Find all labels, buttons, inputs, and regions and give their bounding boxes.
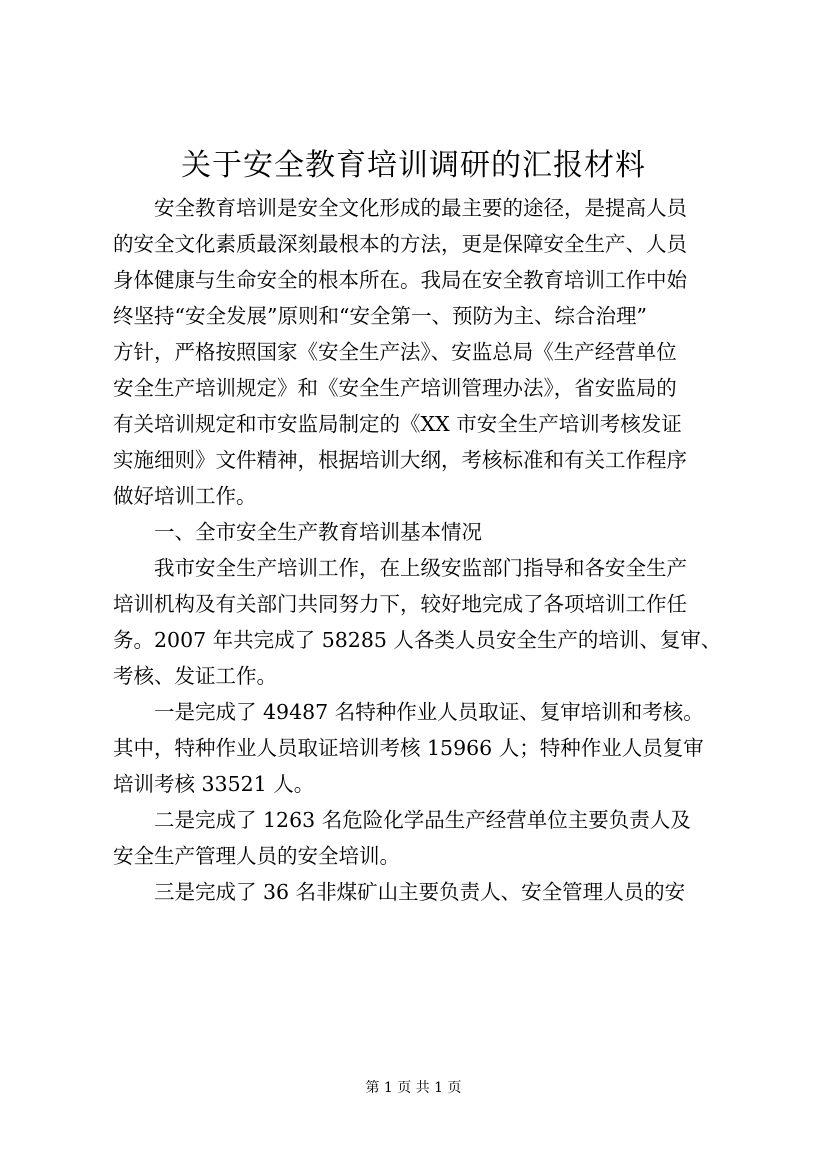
paragraph-overview: [113, 550, 723, 694]
text-line: 其中，特种作业人员取证培训考核 15966 人；特种作业人员复审: [113, 736, 704, 760]
text-line: 安全教育培训是安全文化形成的最主要的途径，是提高人员: [113, 196, 687, 220]
text-line: 一、全市安全生产教育培训基本情况: [113, 520, 482, 544]
text-line: 的安全文化素质最深刻最根本的方法，更是保障安全生产、人员: [113, 232, 687, 256]
paragraph-item-one: [113, 694, 723, 802]
text-line: 做好培训工作。: [113, 484, 257, 508]
text-line: 三是完成了 36 名非煤矿山主要负责人、安全管理人员的安: [113, 880, 686, 904]
text-line: 方针，严格按照国家《安全生产法》、安监总局《生产经营单位: [113, 340, 677, 364]
text-line: 培训机构及有关部门共同努力下，较好地完成了各项培训工作任: [113, 592, 687, 616]
text-line: 务。2007 年共完成了 58285 人各类人员安全生产的培训、复审、: [113, 628, 722, 652]
paragraph-item-three: [113, 874, 723, 910]
paragraph-item-two: [113, 802, 723, 874]
document-body: [113, 190, 723, 910]
paragraph-intro: [113, 190, 723, 514]
text-line: 安全生产管理人员的安全培训。: [113, 844, 400, 868]
text-line: 安全生产培训规定》和《安全生产培训管理办法》，省安监局的: [113, 376, 677, 400]
text-line: 一是完成了 49487 名特种作业人员取证、复审培训和考核。: [113, 700, 704, 724]
text-line: 身体健康与生命安全的根本所在。我局在安全教育培训工作中始: [113, 268, 687, 292]
document-title: 关于安全教育培训调研的汇报材料: [181, 148, 646, 183]
section-heading: [113, 514, 723, 550]
text-line: 实施细则》文件精神，根据培训大纲，考核标准和有关工作程序: [113, 448, 687, 472]
text-line: 培训考核 33521 人。: [113, 772, 315, 796]
text-line: 我市安全生产培训工作，在上级安监部门指导和各安全生产: [113, 556, 687, 580]
text-line: 终坚持“安全发展”原则和“安全第一、预防为主、综合治理”: [113, 304, 647, 328]
page-footer: 第 1 页 共 1 页: [365, 1080, 462, 1096]
text-line: 考核、发证工作。: [113, 664, 277, 688]
text-line: 有关培训规定和市安监局制定的《XX 市安全生产培训考核发证: [113, 412, 682, 436]
text-line: 二是完成了 1263 名危险化学品生产经营单位主要负责人及: [113, 808, 691, 832]
